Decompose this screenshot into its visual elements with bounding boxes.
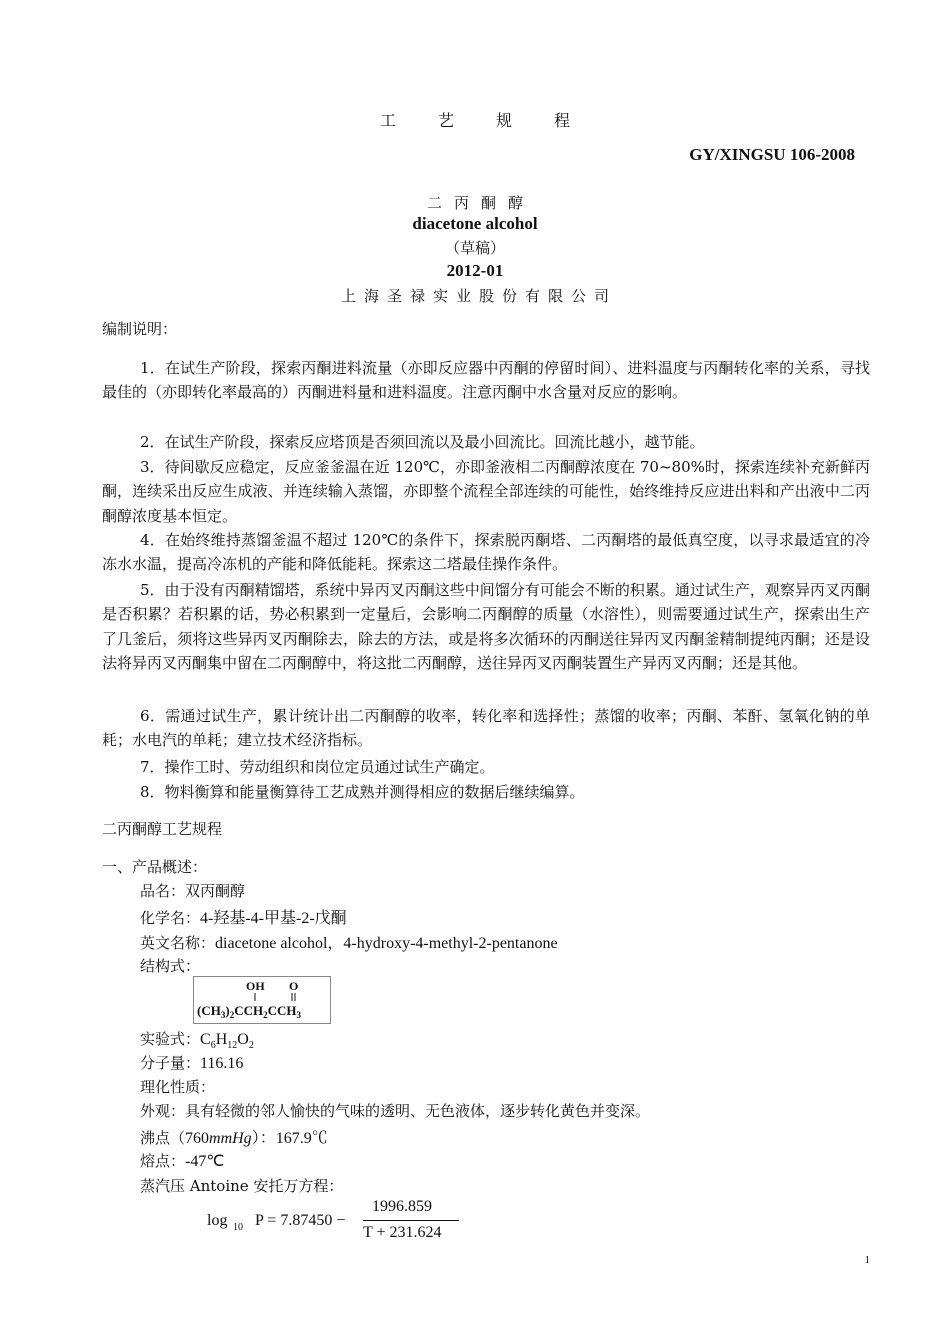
equation-log: log bbox=[207, 1212, 228, 1229]
antoine-label: 蒸汽压 Antoine 安托万方程： bbox=[140, 1177, 344, 1195]
appearance-label: 外观： bbox=[140, 1102, 186, 1120]
notes-heading: 编制说明： bbox=[102, 320, 178, 338]
draft-label: （草稿） bbox=[444, 239, 505, 257]
equation-numerator: 1996.859 bbox=[372, 1198, 432, 1215]
note-item-5: 5．由于没有丙酮精馏塔，系统中异丙叉丙酮这些中间馏分有可能会不断的积累。通过试生产，观察异丙叉丙酮是否积累？若积累的话，势必积累到一定量后，会影响二丙酮醇的质量（水溶性），则需要通过试生产，探索出生产了几釜后，须将这些异丙叉丙酮除去，除去的方法，或是将多次循环的丙酮送往异丙叉丙酮釜精制提纯丙酮；还是设法将异丙叉丙酮集中留在二丙酮醇中，将这批二丙酮醇，送往异丙叉丙酮装置生产异丙叉丙酮；还是其他。 bbox=[102, 581, 870, 672]
english-value: diacetone alcohol，4-hydroxy-4-methyl-2-pentanone bbox=[215, 935, 558, 952]
note-item-7: 7．操作工时、劳动组织和岗位定员通过试生产确定。 bbox=[140, 758, 495, 776]
mw-value: 116.16 bbox=[200, 1055, 244, 1072]
formula-label: 实验式： bbox=[140, 1030, 201, 1048]
melting-point-row bbox=[140, 1150, 224, 1171]
bp-label: 沸点（ bbox=[140, 1129, 186, 1147]
product-name-row bbox=[140, 880, 245, 901]
note-item-1: 1．在试生产阶段，探索丙酮进料流量（亦即反应器中丙酮的停留时间）、进料温度与丙酮转化率的关系，寻找最佳的（亦即转化率最高的）丙酮进料量和进料温度。注意丙酮中水含量对反应的影响。 bbox=[102, 359, 870, 402]
molecular-weight-row bbox=[140, 1052, 243, 1073]
product-name-cn: 二丙酮醇 bbox=[426, 194, 535, 212]
page-number: 1 bbox=[864, 1254, 870, 1266]
appearance-row bbox=[140, 1100, 650, 1121]
english-name-row bbox=[140, 930, 558, 953]
note-item-4: 4．在始终维持蒸馏釜温不超过 120℃的条件下，探索脱丙酮塔、二丙酮塔的最低真空度，以寻求最适宜的冷冻水水温，提高冷冻机的产能和降低能耗。探索这二塔最佳操作条件。 bbox=[102, 531, 870, 574]
english-label: 英文名称： bbox=[140, 934, 216, 952]
product-value: 双丙酮醇 bbox=[185, 882, 246, 900]
document-number: GY/XINGSU 106-2008 bbox=[689, 145, 855, 164]
physchem-label: 理化性质： bbox=[140, 1078, 216, 1096]
equation-lhs: P = 7.87450 − bbox=[255, 1212, 346, 1229]
bp-unit-num: 760 bbox=[185, 1130, 210, 1147]
appearance-value: 具有轻微的邻人愉快的气味的透明、无色液体，逐步转化黄色并变深。 bbox=[185, 1102, 651, 1120]
structure-o-label: O bbox=[289, 979, 299, 993]
formula-value: $C_6H_{12}O_2$ bbox=[200, 1031, 254, 1052]
mp-label: 熔点： bbox=[140, 1152, 186, 1170]
note-item-8: 8．物料衡算和能量衡算待工艺成熟并测得相应的数据后继续编算。 bbox=[140, 783, 585, 801]
structure-oh-label: OH bbox=[246, 979, 265, 993]
structural-formula bbox=[193, 976, 331, 1024]
page-title: 工艺规程 bbox=[379, 111, 612, 130]
structure-chain: $(CH_3)_2CCH_2CCH_3$ bbox=[197, 1003, 301, 1020]
bp-value: ）：167.9℃ bbox=[251, 1130, 328, 1147]
document-date: 2012-01 bbox=[446, 261, 504, 280]
section-heading-overview: 一、产品概述： bbox=[102, 858, 208, 876]
bp-unit: mmHg bbox=[209, 1130, 252, 1147]
company-name: 上海圣禄实业股份有限公司 bbox=[340, 287, 617, 305]
product-name-en: diacetone alcohol bbox=[412, 214, 538, 233]
spec-title: 二丙酮醇工艺规程 bbox=[102, 820, 223, 838]
antoine-equation bbox=[207, 1196, 467, 1246]
equation-log-subscript: 10 bbox=[233, 1222, 243, 1233]
chem-name-row bbox=[140, 905, 347, 928]
structure-label: 结构式： bbox=[140, 957, 201, 975]
note-item-2: 2．在试生产阶段，探索反应塔顶是否须回流以及最小回流比。回流比越小，越节能。 bbox=[140, 433, 705, 451]
chem-value: 4-羟基-4-甲基-2-戊酮 bbox=[200, 910, 347, 927]
equation-denominator: T + 231.624 bbox=[363, 1224, 442, 1241]
mw-label: 分子量： bbox=[140, 1054, 201, 1072]
mp-value: -47℃ bbox=[185, 1153, 225, 1170]
empirical-formula-row bbox=[140, 1028, 254, 1051]
chem-label: 化学名： bbox=[140, 909, 201, 927]
product-label: 品名： bbox=[140, 882, 186, 900]
boiling-point-row bbox=[140, 1125, 328, 1148]
note-item-3: 3．待间歇反应稳定，反应釜釜温在近 120℃，亦即釜液相二丙酮醇浓度在 70~80%时，探索连续补充新鲜丙酮，连续采出反应生成液、并连续输入蒸馏，亦即整个流程全部连续的可能性，始终维持反应进出料和产出液中二丙酮醇浓度基本恒定。 bbox=[102, 458, 870, 525]
note-item-6: 6．需通过试生产，累计统计出二丙酮醇的收率，转化率和选择性；蒸馏的收率；丙酮、苯酐、氢氧化钠的单耗；水电汽的单耗；建立技术经济指标。 bbox=[102, 707, 870, 750]
fraction-bar bbox=[363, 1220, 459, 1221]
